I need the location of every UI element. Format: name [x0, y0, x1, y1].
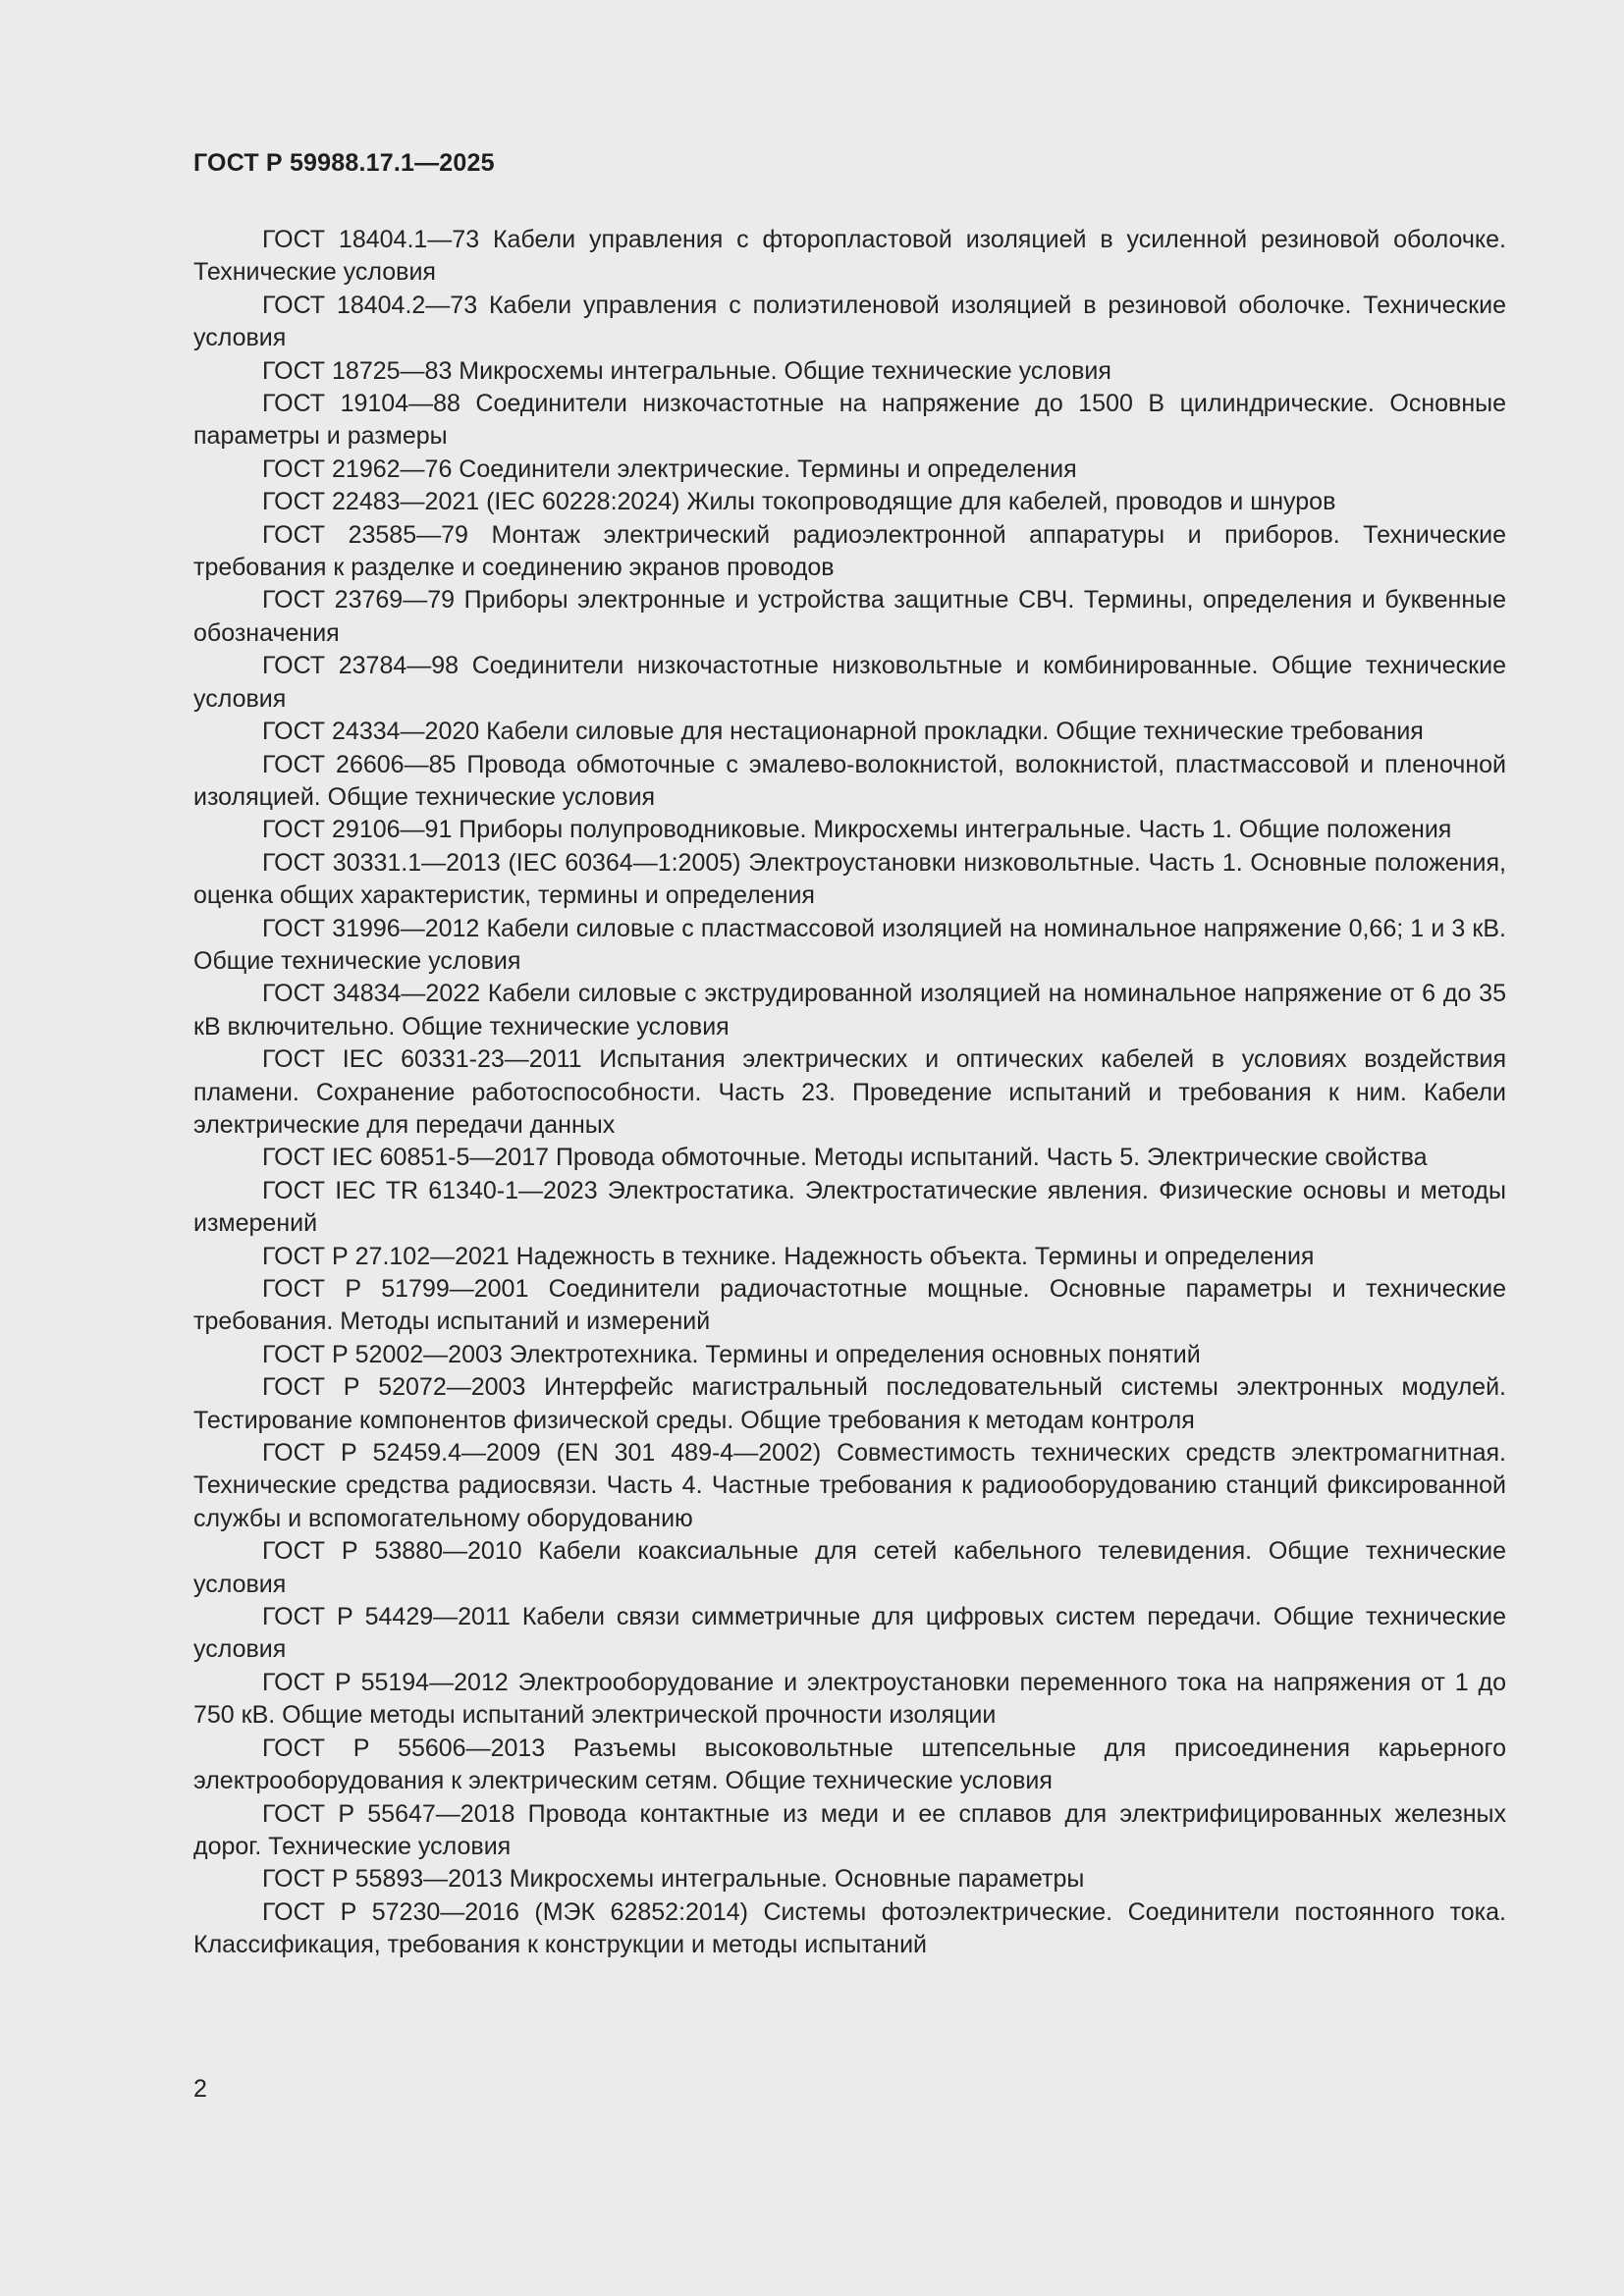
reference-entry: ГОСТ 26606—85 Провода обмоточные с эмалево-волокнистой, волокнистой, пластмассовой и пленочной изоляцией. Общие технические условия [193, 750, 1506, 811]
reference-entry: ГОСТ 18725—83 Микросхемы интегральные. Общие технические условия [262, 356, 1111, 385]
reference-entry: ГОСТ 23585—79 Монтаж электрический радиоэлектронной аппаратуры и приборов. Технические требования к разделке и соединению экранов проводов [193, 520, 1506, 582]
reference-entry: ГОСТ IEC 60851-5—2017 Провода обмоточные. Методы испытаний. Часть 5. Электрические свойства [262, 1144, 1428, 1172]
reference-entry: ГОСТ 24334—2020 Кабели силовые для нестационарной прокладки. Общие технические требования [262, 718, 1424, 746]
reference-entry: ГОСТ 22483—2021 (IEC 60228:2024) Жилы токопроводящие для кабелей, проводов и шнуров [262, 488, 1336, 516]
reference-entry: ГОСТ 23784—98 Соединители низкочастотные низковольтные и комбинированные. Общие технические условия [193, 652, 1506, 713]
reference-entry: ГОСТ Р 55647—2018 Провода контактные из меди и ее сплавов для электрифицированных железных дорог. Технические условия [193, 1799, 1506, 1860]
reference-entry: ГОСТ 19104—88 Соединители низкочастотные на напряжение до 1500 В цилиндрические. Основные параметры и размеры [193, 390, 1506, 451]
reference-entry: ГОСТ Р 53880—2010 Кабели коаксиальные для сетей кабельного телевидения. Общие технические условия [193, 1537, 1506, 1598]
reference-entry: ГОСТ Р 55893—2013 Микросхемы интегральные. Основные параметры [262, 1865, 1085, 1894]
document-header-id: ГОСТ Р 59988.17.1—2025 [193, 149, 495, 177]
reference-entry: ГОСТ IEC 60331-23—2011 Испытания электрических и оптических кабелей в условиях воздействия пламени. Сохранение работоспособности. Часть 23. Проведение испытаний и требования к ним. Кабели электрические для передачи данных [193, 1045, 1506, 1139]
reference-entry: ГОСТ 18404.1—73 Кабели управления с фторопластовой изоляцией в усиленной резиновой оболочке. Технические условия [193, 226, 1506, 287]
reference-entry: ГОСТ Р 54429—2011 Кабели связи симметричные для цифровых систем передачи. Общие технические условия [193, 1603, 1506, 1664]
reference-entry: ГОСТ Р 55606—2013 Разъемы высоковольтные штепсельные для присоединения карьерного электрооборудования к электрическим сетям. Общие технические условия [193, 1734, 1506, 1795]
reference-entry: ГОСТ 21962—76 Соединители электрические. Термины и определения [262, 454, 1077, 483]
reference-entry: ГОСТ 18404.2—73 Кабели управления с полиэтиленовой изоляцией в резиновой оболочке. Технические условия [193, 291, 1506, 352]
reference-entry: ГОСТ 29106—91 Приборы полупроводниковые. Микросхемы интегральные. Часть 1. Общие положения [262, 816, 1452, 844]
reference-entry: ГОСТ Р 55194—2012 Электрооборудование и электроустановки переменного тока на напряжения от 1 до 750 кВ. Общие методы испытаний электрической прочности изоляции [193, 1668, 1506, 1730]
reference-entry: ГОСТ Р 52072—2003 Интерфейс магистральный последовательный системы электронных модулей. Тестирование компонентов физической среды. Общие требования к методам контроля [193, 1373, 1506, 1434]
reference-entry: ГОСТ IEC TR 61340-1—2023 Электростатика. Электростатические явления. Физические основы и методы измерений [193, 1176, 1506, 1238]
page-number: 2 [193, 2075, 207, 2103]
normative-references-list [193, 224, 1506, 1962]
reference-entry: ГОСТ 34834—2022 Кабели силовые с экструдированной изоляцией на номинальное напряжение от 6 до 35 кВ включительно. Общие технические условия [193, 980, 1506, 1041]
reference-entry: ГОСТ Р 52002—2003 Электротехника. Термины и определения основных понятий [262, 1340, 1201, 1368]
reference-entry: ГОСТ 23769—79 Приборы электронные и устройства защитные СВЧ. Термины, определения и буквенные обозначения [193, 586, 1506, 647]
reference-entry: ГОСТ Р 51799—2001 Соединители радиочастотные мощные. Основные параметры и технические требования. Методы испытаний и измерений [193, 1275, 1506, 1336]
reference-entry: ГОСТ 31996—2012 Кабели силовые с пластмассовой изоляцией на номинальное напряжение 0,66; 1 и 3 кВ. Общие технические условия [193, 914, 1506, 975]
reference-entry: ГОСТ 30331.1—2013 (IEC 60364—1:2005) Электроустановки низковольтные. Часть 1. Основные положения, оценка общих характеристик, термины и определения [193, 848, 1506, 910]
reference-entry: ГОСТ Р 52459.4—2009 (EN 301 489-4—2002) Совместимость технических средств электромагнитная. Технические средства радиосвязи. Часть 4. Частные требования к радиооборудованию станций фиксированной службы и вспомогательному оборудованию [193, 1439, 1506, 1532]
reference-entry: ГОСТ Р 27.102—2021 Надежность в технике. Надежность объекта. Термины и определения [262, 1242, 1315, 1270]
reference-entry: ГОСТ Р 57230—2016 (МЭК 62852:2014) Системы фотоэлектрические. Соединители постоянного тока. Классификация, требования к конструкции и методы испытаний [193, 1897, 1506, 1959]
